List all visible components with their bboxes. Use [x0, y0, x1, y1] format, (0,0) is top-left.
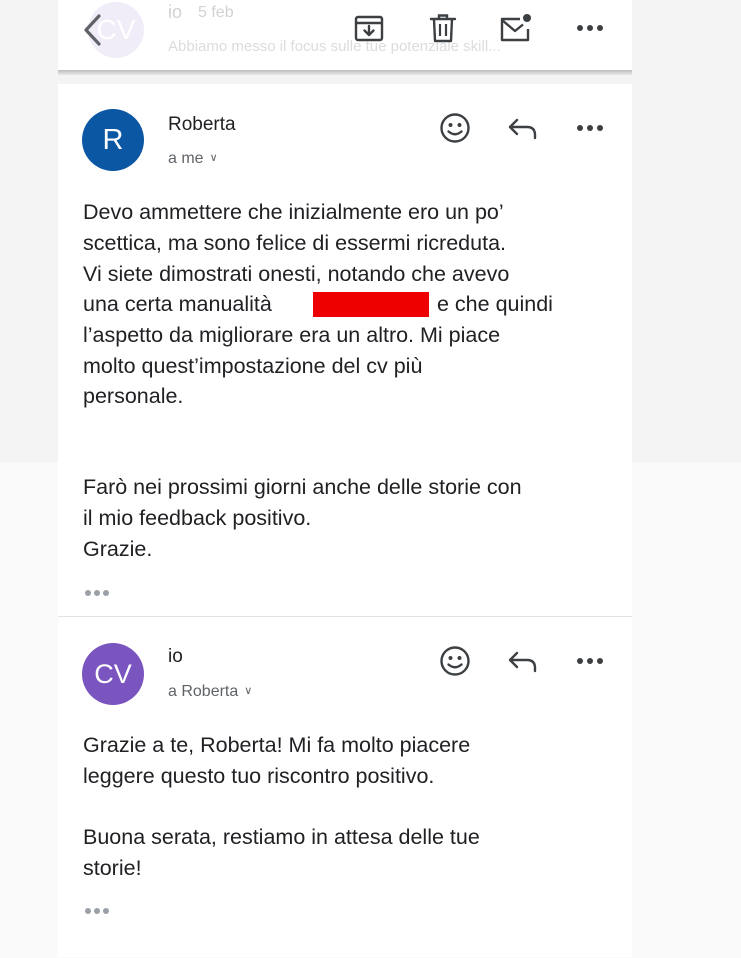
recipient-label: a me	[168, 150, 204, 167]
message-body-part-1: Devo ammettere che inizialmente ero un po’ scettica, ma sono felice di essermi ricreduta. Vi siete dimostrati onesti, notando che avevo una certa manualità	[83, 200, 510, 317]
reply-button[interactable]	[505, 643, 541, 679]
message-body-part-2: Buona serata, restiamo in attesa delle tue storie!	[83, 825, 480, 880]
mark-unread-icon	[498, 12, 532, 44]
recipient-details[interactable]	[168, 150, 218, 168]
sender-name[interactable]: Roberta	[168, 114, 236, 135]
archive-button[interactable]	[353, 12, 385, 44]
message-body-part-3: Farò nei prossimi giorni anche delle storie con il mio feedback positivo. Grazie.	[83, 475, 522, 561]
previous-message-preview: Abbiamo messo il focus sulle tue potenziale skill...	[168, 38, 501, 55]
sender-name[interactable]: io	[168, 646, 183, 667]
chevron-down-icon: ∨	[209, 152, 218, 164]
previous-message-sender: io	[168, 2, 183, 22]
reply-button[interactable]	[505, 110, 541, 146]
header-more-button[interactable]	[574, 12, 606, 44]
add-reaction-button[interactable]	[437, 110, 473, 146]
message-more-button[interactable]	[572, 643, 608, 679]
emoji-reaction-icon	[437, 643, 473, 679]
show-quoted-text-button[interactable]	[84, 585, 114, 595]
trash-icon	[427, 12, 459, 44]
reply-icon	[505, 643, 541, 679]
mark-unread-button[interactable]	[498, 12, 530, 44]
previous-message-avatar: CV	[88, 2, 144, 58]
reply-icon	[505, 110, 541, 146]
recipient-details[interactable]	[168, 683, 252, 701]
archive-icon	[353, 12, 385, 44]
avatar[interactable]: R	[82, 109, 144, 171]
ellipsis-icon	[84, 588, 114, 598]
chevron-down-icon: ∨	[244, 685, 253, 697]
ellipsis-icon	[84, 906, 114, 916]
message-body-part-1: Grazie a te, Roberta! Mi fa molto piacere leggere questo tuo riscontro positivo.	[83, 733, 471, 788]
more-icon	[574, 12, 606, 44]
back-button[interactable]	[80, 12, 106, 48]
thread-toolbar	[58, 0, 632, 72]
delete-button[interactable]	[427, 12, 459, 44]
more-icon	[572, 643, 608, 679]
add-reaction-button[interactable]	[437, 643, 473, 679]
chevron-left-icon	[80, 12, 106, 48]
message-more-button[interactable]	[572, 110, 608, 146]
toolbar-shadow	[58, 70, 632, 75]
message-body-part-2: e che quindi l’aspetto da migliorare era un altro. Mi piace molto quest’impostazione del cv più personale.	[83, 292, 553, 409]
more-icon	[572, 110, 608, 146]
avatar[interactable]: CV	[82, 643, 144, 705]
recipient-label: a Roberta	[168, 683, 239, 700]
show-quoted-text-button[interactable]	[84, 903, 114, 913]
previous-message-date: 5 feb	[198, 4, 234, 21]
emoji-reaction-icon	[437, 110, 473, 146]
